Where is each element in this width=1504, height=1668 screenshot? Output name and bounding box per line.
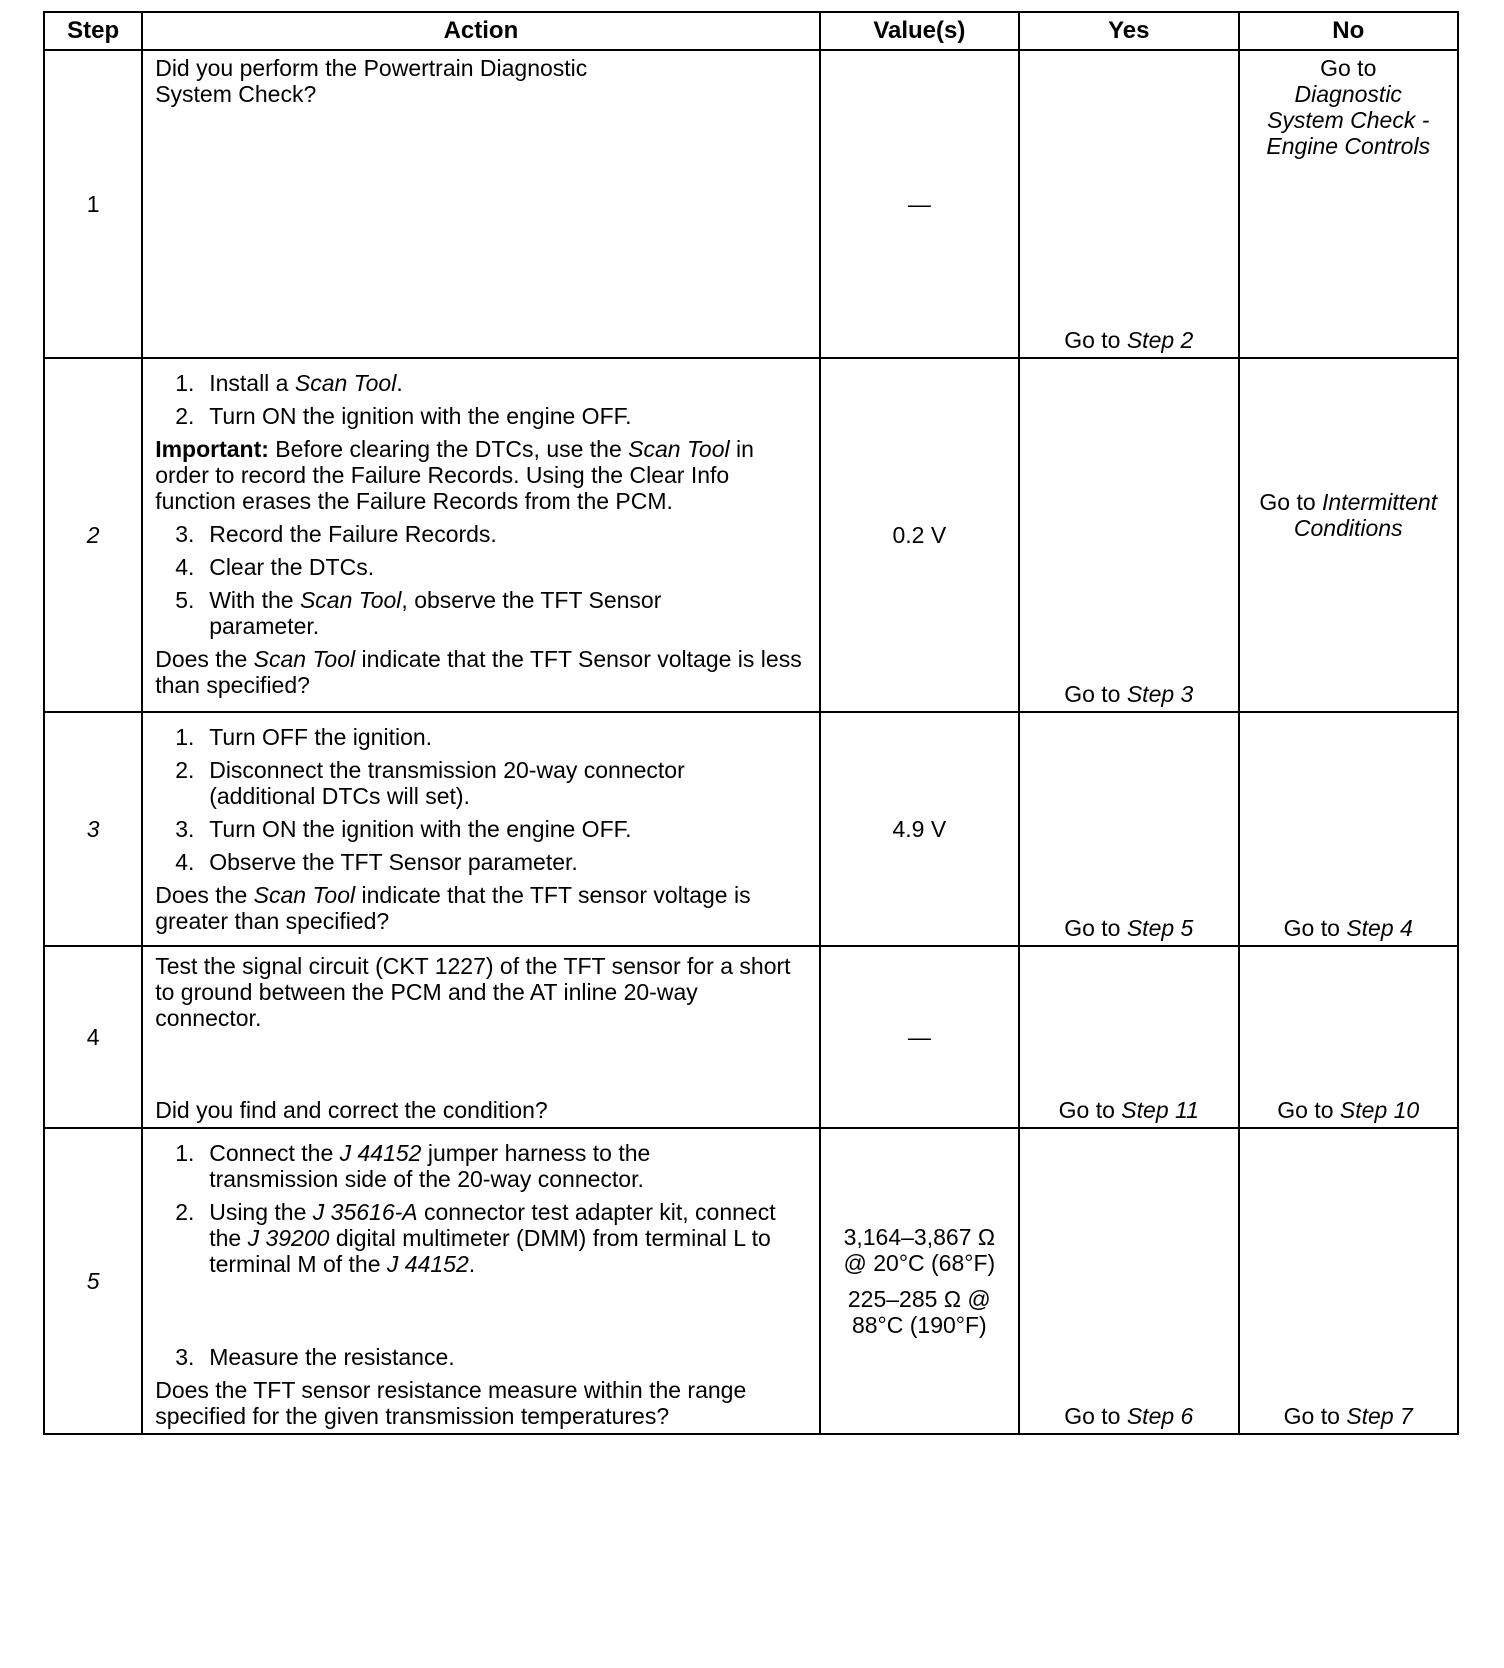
item-text: Turn ON the ignition with the engine OFF. [209, 403, 632, 429]
question-part: indicate that the TFT sensor voltage is greater than specified? [155, 882, 751, 934]
list-item [155, 403, 808, 429]
action-cell [142, 50, 819, 358]
item-text-part: digital multimeter (DMM) from terminal L to terminal M of the [209, 1225, 771, 1277]
go-to-target: Step 5 [1126, 915, 1194, 941]
no-link[interactable] [1240, 915, 1458, 941]
list-item [155, 554, 808, 580]
item-text-tail: . [396, 370, 403, 396]
item-number: 4. [175, 849, 195, 875]
list-item [155, 521, 808, 547]
go-to-target: Step 6 [1126, 1403, 1194, 1429]
item-text-part: Connect the [209, 1140, 340, 1166]
go-to-label: Go to [1283, 915, 1347, 941]
go-to-target: Step 2 [1126, 327, 1194, 353]
value-gap [821, 1276, 1018, 1286]
go-to-label: Go to [1283, 1403, 1347, 1429]
no-link[interactable] [1240, 1403, 1458, 1429]
go-to-target: Step 10 [1339, 1097, 1420, 1123]
list-item [155, 370, 808, 396]
no-cell [1239, 358, 1459, 712]
go-to-target: Step 4 [1346, 915, 1413, 941]
value-cell: 0.2 V [820, 358, 1019, 712]
item-text-part: Using the [209, 1199, 313, 1225]
question-text: Does the TFT sensor resistance measure within the range specified for the given transmission temperatures? [155, 1377, 747, 1429]
header-yes: Yes [1019, 12, 1238, 50]
question-text: Did you find and correct the condition? [155, 1097, 548, 1123]
header-action: Action [142, 12, 819, 50]
item-number: 3. [175, 816, 195, 842]
no-link[interactable] [1240, 51, 1458, 159]
go-to-label: Go to [1259, 489, 1323, 515]
item-number: 2. [175, 1199, 195, 1225]
important-text: in order to record the Failure Records. Using the Clear Info function erases the Failure Records from the PCM. [155, 436, 754, 514]
item-number: 5. [175, 587, 195, 613]
important-text: Before clearing the DTCs, use the [268, 436, 629, 462]
go-to-label: Go to [1058, 1097, 1122, 1123]
item-text-tail: jumper harness to the transmission side of the 20-way connector. [209, 1140, 651, 1192]
list-item [155, 1344, 808, 1370]
value-line: 3,164–3,867 Ω [843, 1224, 996, 1250]
yes-cell [1019, 358, 1238, 712]
value-line: @ 20°C (68°F) [843, 1250, 996, 1276]
value-cell: — [820, 50, 1019, 358]
item-number: 3. [175, 521, 195, 547]
no-cell [1239, 946, 1459, 1128]
action-text: Test the signal circuit (CKT 1227) of the TFT sensor for a short to ground between the PCM and the AT inline 20-way connector. [155, 953, 791, 1031]
go-to-target: Step 11 [1121, 1097, 1199, 1123]
list-item [155, 816, 808, 842]
item-number: 3. [175, 1344, 195, 1370]
go-to-target: Diagnostic System Check - Engine Controls [1266, 81, 1431, 159]
item-text [209, 370, 808, 396]
item-text-italic: J 39200 [247, 1225, 330, 1251]
yes-link[interactable] [1020, 327, 1237, 353]
item-number: 1. [175, 724, 195, 750]
header-step: Step [44, 12, 142, 50]
item-text [209, 1199, 808, 1277]
no-cell [1239, 712, 1459, 946]
yes-cell [1019, 946, 1238, 1128]
header-values: Value(s) [820, 12, 1019, 50]
item-text: Record the Failure Records. [209, 521, 497, 547]
item-text: Observe the TFT Sensor parameter. [209, 849, 578, 875]
no-link[interactable] [1240, 1097, 1458, 1123]
action-cell [142, 946, 819, 1128]
question-italic: Scan Tool [253, 882, 356, 908]
item-number: 1. [175, 1140, 195, 1166]
item-text: Clear the DTCs. [209, 554, 375, 580]
action-cell [142, 1128, 819, 1434]
list-item [155, 1199, 808, 1277]
no-cell [1239, 1128, 1459, 1434]
important-note [155, 436, 808, 514]
item-text: Turn ON the ignition with the engine OFF. [209, 816, 632, 842]
value-cell: 4.9 V [820, 712, 1019, 946]
no-link[interactable] [1240, 489, 1458, 541]
important-italic: Scan Tool [628, 436, 730, 462]
value-line: 88°C (190°F) [851, 1312, 987, 1338]
action-text: Did you perform the Powertrain Diagnostic System Check? [155, 55, 588, 107]
item-text-italic: Scan Tool [299, 587, 402, 613]
yes-link[interactable] [1020, 1403, 1237, 1429]
go-to-target: Intermittent Conditions [1293, 489, 1438, 541]
item-text-tail: , observe the TFT Sensor parameter. [209, 587, 662, 639]
yes-link[interactable] [1020, 681, 1237, 707]
item-text: Measure the resistance. [209, 1344, 455, 1370]
value-cell: — [820, 946, 1019, 1128]
question-part: indicate that the TFT Sensor voltage is less than specified? [155, 646, 802, 698]
go-to-label: Go to [1064, 915, 1127, 941]
item-text-part: Install a [209, 370, 295, 396]
go-to-label: Go to [1277, 1097, 1340, 1123]
step-number: 5 [44, 1128, 142, 1434]
value-cell [820, 1128, 1019, 1434]
question-italic: Scan Tool [253, 646, 356, 672]
yes-link[interactable] [1020, 915, 1237, 941]
item-text [209, 587, 808, 639]
item-text-italic: J 44152 [339, 1140, 422, 1166]
table-row [44, 1128, 1458, 1434]
list-item [155, 1140, 808, 1192]
table-row [44, 946, 1458, 1128]
list-item [155, 587, 808, 639]
go-to-label: Go to [1064, 681, 1127, 707]
no-cell [1239, 50, 1459, 358]
step-number: 2 [44, 358, 142, 712]
list-item [155, 724, 808, 750]
list-item [155, 849, 808, 875]
table-row [44, 50, 1458, 358]
item-number: 2. [175, 403, 195, 429]
item-text-tail: . [468, 1251, 476, 1277]
important-label: Important: [155, 436, 269, 462]
go-to-label: Go to [1064, 327, 1127, 353]
header-row [44, 12, 1458, 50]
item-text-part: With the [209, 587, 300, 613]
go-to-target: Step 3 [1126, 681, 1194, 707]
go-to-label: Go to [1064, 1403, 1127, 1429]
question-text [155, 882, 808, 934]
question-part: Does the [155, 882, 254, 908]
item-number: 4. [175, 554, 195, 580]
item-text-italic: Scan Tool [294, 370, 397, 396]
item-text-italic: J 35616-A [312, 1199, 418, 1225]
yes-cell [1019, 1128, 1238, 1434]
header-no: No [1239, 12, 1459, 50]
table-row [44, 712, 1458, 946]
diagnostic-table [43, 11, 1459, 1435]
item-text [209, 1140, 808, 1192]
value-line: 225–285 Ω @ [847, 1286, 991, 1312]
yes-cell [1019, 712, 1238, 946]
yes-cell [1019, 50, 1238, 358]
step-number: 3 [44, 712, 142, 946]
question-text [155, 646, 808, 698]
item-number: 1. [175, 370, 195, 396]
item-text: Turn OFF the ignition. [209, 724, 433, 750]
list-item [155, 757, 808, 809]
go-to-target: Step 7 [1346, 1403, 1413, 1429]
action-cell [142, 712, 819, 946]
item-text: Disconnect the transmission 20-way connector (additional DTCs will set). [209, 757, 685, 809]
yes-link[interactable] [1020, 1097, 1237, 1123]
action-cell [142, 358, 819, 712]
item-text-part: connector test adapter kit, connect the [209, 1199, 776, 1251]
step-number: 4 [44, 946, 142, 1128]
action-bottom [155, 1337, 808, 1429]
item-number: 2. [175, 757, 195, 783]
step-number: 1 [44, 50, 142, 358]
table-row [44, 358, 1458, 712]
go-to-label: Go to [1320, 55, 1377, 81]
question-part: Does the [155, 646, 254, 672]
item-text-italic: J 44152 [386, 1251, 469, 1277]
